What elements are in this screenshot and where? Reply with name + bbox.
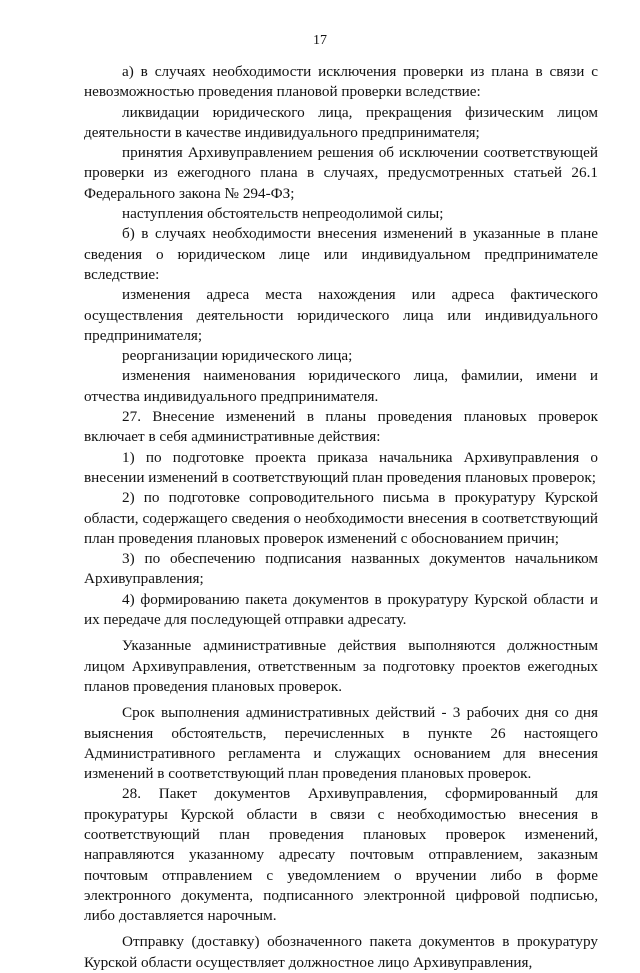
paragraph: ликвидации юридического лица, прекращения физическим лицом деятельности в качестве индивидуального предпринимателя;: [84, 103, 598, 141]
paragraph: 3) по обеспечению подписания названных документов начальником Архивуправления;: [84, 550, 598, 588]
paragraph: 4) формированию пакета документов в прокуратуру Курской области и их передаче для последующей отправки адресату.: [84, 590, 598, 629]
paragraph: Указанные административные действия выполняются должностным лицом Архивуправления, ответственным за подготовку проектов ежегодных планов проведения плановых проверок.: [84, 637, 598, 695]
paragraph: принятия Архивуправлением решения об исключении соответствующей проверки из ежегодного плана в случаях, предусмотренных статьей 26.1 Федерального закона № 294-ФЗ;: [84, 144, 598, 202]
paragraph: а) в случаях необходимости исключения проверки из плана в связи с невозможностью проведения плановой проверки вследствие:: [84, 63, 598, 101]
paragraph: изменения адреса места нахождения или адреса фактического осуществления деятельности юридического лица или индивидуального предпринимателя;: [84, 286, 598, 344]
paragraph: 27. Внесение изменений в планы проведения плановых проверок включает в себя административные действия:: [84, 408, 598, 446]
paragraph: Отправку (доставку) обозначенного пакета документов в прокуратуру Курской области осуществляет должностное лицо Архивуправления,: [84, 933, 598, 971]
page-number: 17: [313, 33, 327, 48]
paragraph: 28. Пакет документов Архивуправления, сформированный для прокуратуры Курской области в связи с необходимостью внесения в соответствующий план проведения плановых проверок изменений, направляются указанному адресату почтовым отправлением, заказным почтовым отправлением с уведомлением о вручении либо в форме электронного документа, подписанного электронной цифровой подписью, либо доставляется нарочным.: [84, 785, 598, 925]
document-body: [84, 62, 598, 973]
paragraph: наступления обстоятельств непреодолимой силы;: [122, 205, 444, 223]
paragraph: 2) по подготовке сопроводительного письма в прокуратуру Курской области, содержащего сведения о необходимости внесения в соответствующий план проведения плановых проверок изменений с обоснованием причин;: [84, 489, 598, 547]
paragraph: б) в случаях необходимости внесения изменений в указанные в плане сведения о юридическом лице или индивидуальном предпринимателе вследствие:: [84, 225, 598, 283]
paragraph: изменения наименования юридического лица, фамилии, имени и отчества индивидуального предпринимателя.: [84, 367, 598, 405]
paragraph: 1) по подготовке проекта приказа начальника Архивуправления о внесении изменений в соответствующий план проведения плановых проверок;: [84, 448, 598, 486]
paragraph: реорганизации юридического лица;: [122, 347, 353, 365]
paragraph: Срок выполнения административных действий - 3 рабочих дня со дня выяснения обстоятельств, перечисленных в пункте 26 настоящего Административного регламента и служащих основанием для внесения изменений в соответствующий план проведения плановых проверок.: [84, 704, 598, 783]
